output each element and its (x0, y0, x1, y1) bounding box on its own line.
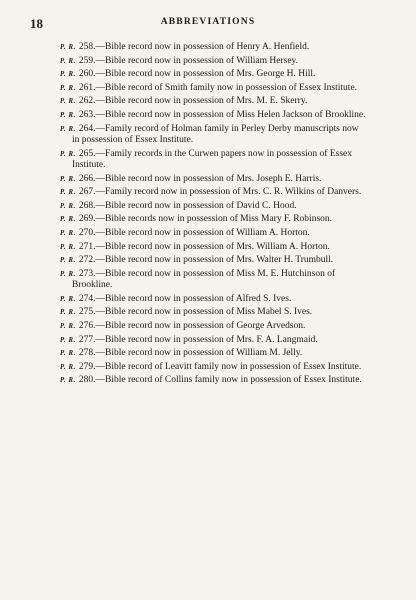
entry-text: 273.—Bible record now in possession of Miss M. E. Hutchinson of Brookline. (72, 268, 336, 291)
entry-reference: P. R. (60, 189, 76, 197)
entry-reference: P. R. (60, 125, 76, 133)
list-item (60, 110, 366, 121)
entry-reference: P. R. (60, 98, 76, 106)
list-item (60, 124, 366, 147)
entry-text: 272.—Bible record now in possession of Mrs. Walter H. Trumbull. (78, 255, 334, 266)
list-item (60, 201, 366, 212)
entry-reference: P. R. (60, 111, 76, 119)
entry-text: 264.—Family record of Holman family in Perley Derby manuscripts now in possession of Essex Institute. (72, 123, 359, 145)
entry-reference: P. R. (60, 257, 76, 265)
list-item (60, 228, 366, 239)
list-item (60, 187, 366, 198)
list-item (60, 242, 366, 253)
entry-text: 266.—Bible record now in possession of Mrs. Joseph E. Harris. (78, 173, 322, 184)
entry-text: 280.—Bible record of Collins family now in possession of Essex Institute. (78, 375, 362, 386)
entry-text: 260.—Bible record now in possession of Mrs. George H. Hill. (78, 69, 316, 80)
entry-text: 262.—Bible record now in possession of Mrs. M. E. Skerry. (78, 96, 308, 107)
entry-reference: P. R. (60, 322, 76, 330)
list-item (60, 174, 366, 185)
entry-text: 259.—Bible record now in possession of William Hersey. (78, 55, 299, 66)
page-header (30, 16, 386, 30)
entry-reference: P. R. (60, 270, 76, 278)
entry-text: 270.—Bible record now in possession of William A. Horton. (78, 227, 310, 238)
list-item (60, 69, 366, 80)
list-item (60, 321, 366, 332)
entry-text: 258.—Bible record now in possession of Henry A. Henfield. (78, 42, 310, 52)
list-item (60, 214, 366, 225)
list-item (60, 269, 366, 292)
abbreviation-list (60, 42, 366, 389)
list-item (60, 83, 366, 94)
entry-reference: P. R. (60, 295, 76, 303)
list-item (60, 56, 366, 67)
entry-reference: P. R. (60, 229, 76, 237)
list-item (60, 42, 366, 53)
entry-reference: P. R. (60, 350, 76, 358)
entry-reference: P. R. (60, 309, 76, 317)
entry-text: 279.—Bible record of Leavitt family now in possession of Essex Institute. (78, 361, 362, 372)
entry-reference: P. R. (60, 71, 76, 79)
entry-text: 274.—Bible record now in possession of Alfred S. Ives. (78, 293, 292, 304)
entry-text: 267.—Family record now in possession of Mrs. C. R. Wilkins of Danvers. (78, 187, 362, 198)
entry-text: 275.—Bible record now in possession of Miss Mabel S. Ives. (78, 307, 313, 318)
entry-reference: P. R. (60, 84, 76, 92)
list-item (60, 335, 366, 346)
entry-reference: P. R. (60, 336, 76, 344)
list-item (60, 348, 366, 359)
entry-text: 277.—Bible record now in possession of Mrs. F. A. Langmaid. (78, 334, 318, 345)
list-item (60, 96, 366, 107)
entry-reference: P. R. (60, 44, 76, 51)
list-item (60, 375, 366, 386)
entry-text: 263.—Bible record now in possession of Miss Helen Jackson of Brookline. (78, 109, 366, 120)
entry-reference: P. R. (60, 377, 76, 385)
entry-reference: P. R. (60, 243, 76, 251)
entry-text: 269.—Bible records now in possession of Miss Mary F. Robinson. (78, 214, 333, 225)
entry-reference: P. R. (60, 57, 76, 65)
entry-reference: P. R. (60, 175, 76, 183)
list-item (60, 362, 366, 373)
entry-text: 276.—Bible record now in possession of George Arvedson. (78, 320, 306, 331)
entry-text: 278.—Bible record now in possession of William M. Jelly. (78, 348, 303, 359)
entry-reference: P. R. (60, 363, 76, 371)
list-item (60, 255, 366, 266)
entry-text: 271.—Bible record now in possession of Mrs. William A. Horton. (78, 241, 330, 252)
list-item (60, 149, 366, 172)
page-number: 18 (30, 16, 43, 31)
running-head: ABBREVIATIONS (160, 17, 256, 27)
entry-text: 265.—Family records in the Curwen papers now in possession of Essex Institute. (72, 148, 353, 170)
list-item (60, 307, 366, 318)
entry-text: 261.—Bible record of Smith family now in possession of Essex Institute. (78, 82, 358, 93)
entry-text: 268.—Bible record now in possession of David C. Hood. (78, 200, 297, 211)
entry-reference: P. R. (60, 150, 76, 158)
list-item (60, 294, 366, 305)
entry-reference: P. R. (60, 216, 76, 224)
entry-reference: P. R. (60, 202, 76, 210)
